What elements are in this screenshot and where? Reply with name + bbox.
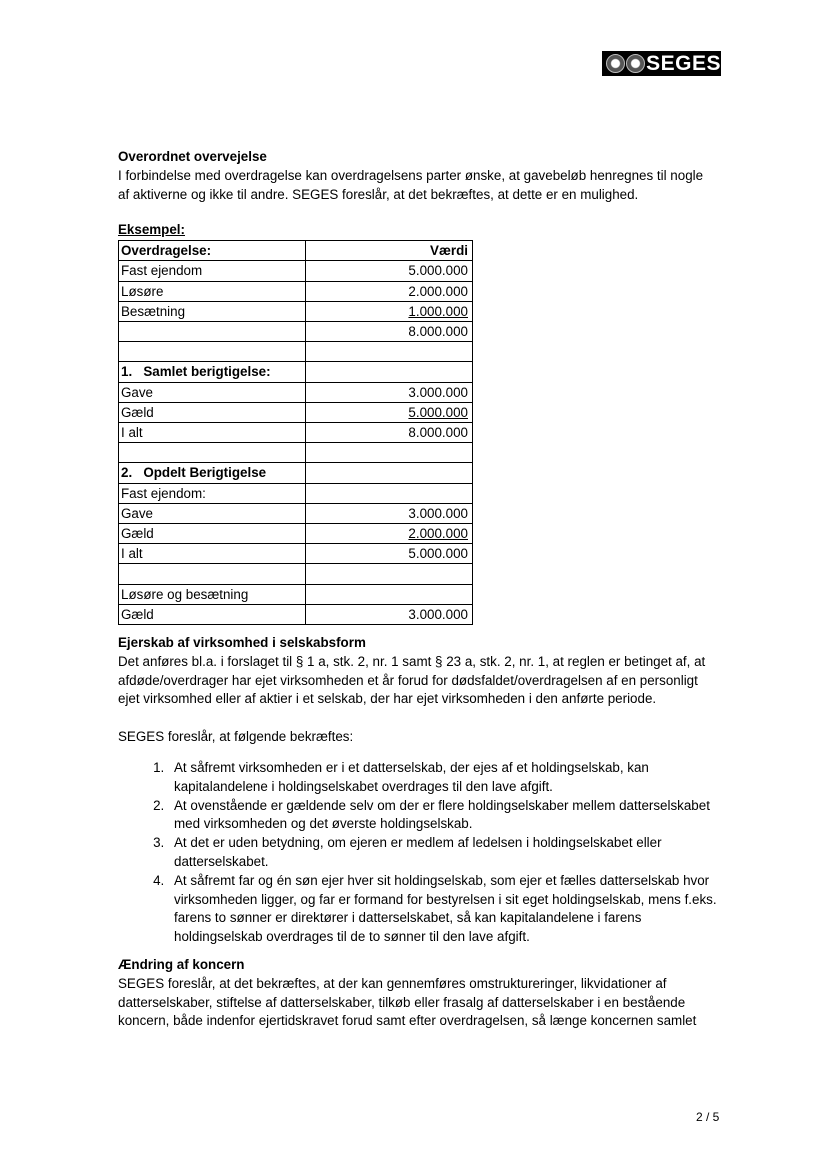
table-cell-label: I alt [119, 544, 306, 564]
table-cell-value [306, 402, 473, 422]
table-cell-label: Løsøre [119, 281, 306, 301]
table-cell-label [119, 443, 306, 463]
table-cell-value-text: 1.000.000 [408, 303, 468, 319]
table-row [119, 584, 473, 604]
section-heading: Overordnet overvejelse [118, 149, 267, 164]
table-cell-value [306, 524, 473, 544]
table-row [119, 362, 473, 382]
table-header-value: Værdi [306, 241, 473, 261]
section-koncern [118, 956, 718, 1031]
example-title: Eksempel: [118, 222, 185, 238]
table-cell-label: Besætning [119, 301, 306, 321]
seges-logo [602, 51, 721, 76]
table-cell-label: 1. Samlet berigtigelse: [119, 362, 306, 382]
table-cell-label: Fast ejendom [119, 261, 306, 281]
numbered-list [118, 759, 718, 947]
list-item: 3. At det er uden betydning, om ejeren er medlem af ledelsen i holdingselskabet eller datterselskabet. [168, 834, 718, 872]
document-body [118, 148, 718, 1031]
example-table [118, 240, 473, 625]
table-cell-value [306, 301, 473, 321]
table-cell-value: 5.000.000 [306, 261, 473, 281]
table-row [119, 564, 473, 584]
table-cell-value [306, 463, 473, 483]
table-cell-label [119, 564, 306, 584]
table-cell-label [119, 342, 306, 362]
section-ejerskab [118, 634, 718, 947]
table-row [119, 402, 473, 422]
table-cell-label: Gæld [119, 524, 306, 544]
table-cell-label: Gæld [119, 604, 306, 624]
table-row [119, 524, 473, 544]
list-item: 2. At ovenstående er gældende selv om der er flere holdingselskaber mellem datterselskabet med virksomheden og det øverste holdingselskab. [168, 797, 718, 835]
table-cell-label: Gave [119, 382, 306, 402]
table-row [119, 322, 473, 342]
table-cell-value: 5.000.000 [306, 544, 473, 564]
table-cell-label: Fast ejendom: [119, 483, 306, 503]
table-row [119, 423, 473, 443]
paragraph: SEGES foreslår, at følgende bekræftes: [118, 729, 354, 745]
table-cell-label: Løsøre og besætning [119, 584, 306, 604]
table-cell-label: 2. Opdelt Berigtigelse [119, 463, 306, 483]
list-item: 4. At såfremt far og én søn ejer hver sit holdingselskab, som ejer et fælles datterselskab hvor virksomheden ligger, og far er formand for bestyrelsen i sit eget holdingselskab, mens f.eks. farens to sønner er direktører i datterselskabet, så kan kapitalandelene i farens holdingselskab overdrages til de to sønner til den lave afgift. [168, 872, 718, 947]
table-cell-value: 8.000.000 [306, 322, 473, 342]
table-cell-value [306, 443, 473, 463]
logo-rings-icon [602, 51, 644, 76]
table-cell-value: 8.000.000 [306, 423, 473, 443]
table-cell-value-text: 5.000.000 [408, 404, 468, 420]
table-cell-value: 3.000.000 [306, 503, 473, 523]
table-row [119, 443, 473, 463]
table-row [119, 261, 473, 281]
logo-wordmark: SEGES [646, 51, 721, 75]
list-item: 1. At såfremt virksomheden er i et datterselskab, der ejes af et holdingselskab, kan kapitalandelene i holdingselskabet overdrages til den lave afgift. [168, 759, 718, 797]
table-cell-value [306, 584, 473, 604]
table-cell-value: 2.000.000 [306, 281, 473, 301]
table-cell-label: I alt [119, 423, 306, 443]
table-row [119, 503, 473, 523]
table-cell-label: Gæld [119, 402, 306, 422]
paragraph: SEGES foreslår, at det bekræftes, at der kan gennemføres omstruktureringer, likvidationer af datterselskaber, stiftelse af datterselskaber, tilkøb eller frasalg af datterselskaber i en bestående koncern, både indenfor ejertidskravet forud samt efter overdragelsen, så længe koncernen samlet [118, 975, 697, 1029]
table-row [119, 463, 473, 483]
table-cell-value [306, 362, 473, 382]
table-row [119, 483, 473, 503]
table-row [119, 281, 473, 301]
paragraph: I forbindelse med overdragelse kan overdragelsens parter ønske, at gavebeløb henregnes til nogle af aktiverne og ikke til andre. SEGES foreslår, at det bekræftes, at dette er en mulighed. [118, 167, 704, 202]
section-overordnet [118, 148, 718, 204]
table-row [119, 544, 473, 564]
table-cell-label [119, 322, 306, 342]
table-cell-label: Gave [119, 503, 306, 523]
section-heading: Ændring af koncern [118, 956, 245, 972]
table-cell-value: 3.000.000 [306, 604, 473, 624]
table-cell-value [306, 342, 473, 362]
table-cell-value: 3.000.000 [306, 382, 473, 402]
table-row [119, 301, 473, 321]
table-header-label: Overdragelse: [119, 241, 306, 261]
paragraph: Det anføres bl.a. i forslaget til § 1 a, stk. 2, nr. 1 samt § 23 a, stk. 2, nr. 1, at reglen er betinget af, at afdøde/overdrager har ejet virksomheden et år forud for dødsfaldet/overdragelsen af en personligt ejet virksomhed eller af aktier i et selskab, der har ejet virksomheden i den anførte periode. [118, 653, 706, 707]
table-row [119, 382, 473, 402]
table-cell-value [306, 483, 473, 503]
table-cell-value-text: 2.000.000 [408, 526, 468, 541]
table-row [119, 604, 473, 624]
page-number: 2 / 5 [696, 1110, 720, 1124]
table-header-row [119, 241, 473, 261]
table-cell-value [306, 564, 473, 584]
section-heading: Ejerskab af virksomhed i selskabsform [118, 635, 366, 650]
table-row [119, 342, 473, 362]
